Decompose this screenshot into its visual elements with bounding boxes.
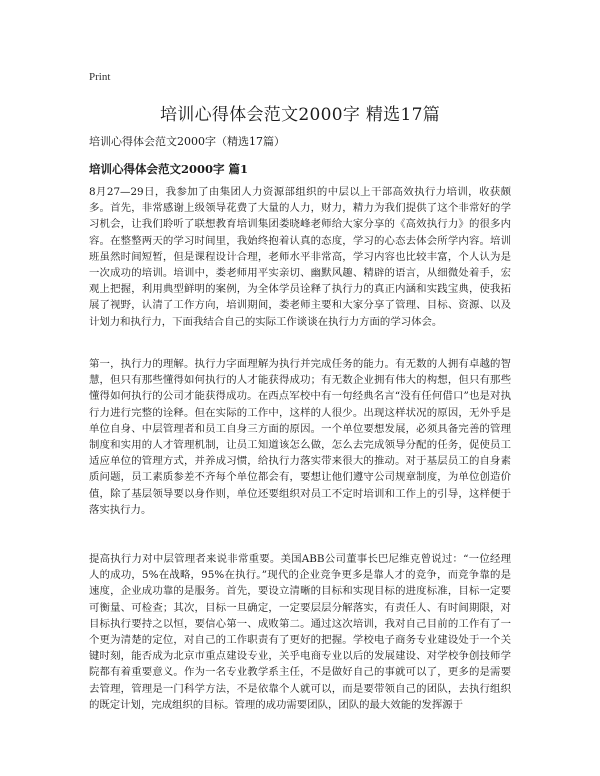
paragraph-1: 8月27—29日，我参加了由集团人力资源部组织的中层以上干部高效执行力培训，收获颇多。首先，非常感谢上级领导花费了大量的人力，财力，精力为我们提供了这个非常好的学习机会，让我们聆听了联想教育培训集团娄晓峰老师给大家分享的《高效执行力》的很多内容。在整整两天的学习时间里，我始终抱着认真的态度，学习的心态去体会所学内容。培训班虽然时间短暂，但是课程设计合理，老师水平非常高，学习内容也比较丰富，个人认为是一次成功的培训。培训中，娄老师用平实亲切、幽默风趣、精辟的语言，从细微处着手，宏观上把握，利用典型鲜明的案例，为全体学员诠释了执行力的真正内涵和实践宝典，使我拓展了视野，认清了工作方向，培训期间，娄老师主要和大家分享了管理、目标、资源、以及计划力和执行力，下面我结合自己的实际工作谈谈在执行力方面的学习体会。 — [89, 186, 511, 328]
document-title: 培训心得体会范文2000字 精选17篇 — [160, 105, 440, 125]
paragraph-3: 提高执行力对中层管理者来说非常重要。美国ABB公司董事长巴尼维克曾说过：“一位经理人的成功，5%在战略，95%在执行。”现代的企业竞争更多是靠人才的竞争，而竞争靠的是速度，企业成功靠的是服务。首先，要设立清晰的目标和实现目标的进度标准，目标一定要可衡量、可检查；其次，目标一旦确定，一定要层层分解落实，有责任人、有时间期限，对目标执行要持之以恒，要信心第一、成败第二。通过这次培训，我对自己目前的工作有了一个更为清楚的定位，对自己的工作职责有了更好的把握。学校电子商务专业建设处于一个关键时刻，能否成为北京市重点建设专业，关乎电商专业以后的发展建设、对学校争创技师学院都有着重要意义。作为一名专业教学系主任，不是做好自己的事就可以了，更多的是需要去管理，管理是一门科学方法，不是依靠个人就可以，而是要带领自己的团队，去执行组织的既定计划，完成组织的目标。管理的成功需要团队，团队的最大效能的发挥源于 — [89, 553, 511, 711]
document-subtitle: 培训心得体会范文2000字（精选17篇） — [89, 135, 285, 148]
section-heading: 培训心得体会范文2000字 篇1 — [89, 162, 249, 176]
paragraph-2: 第一，执行力的理解。执行力字面理解为执行并完成任务的能力。有无数的人拥有卓越的智慧，但只有那些懂得如何执行的人才能获得成功；有无数企业拥有伟大的构想，但只有那些懂得如何执行的公司才能获得成功。在西点军校中有一句经典名言“没有任何借口”也是对执行力进行完整的诠释。但在实际的工作中，这样的人很少。出现这样状况的原因，无外乎是单位自身、中层管理者和员工自身三方面的原因。一个单位要想发展，必须具备完善的管理制度和实用的人才管理机制，让员工知道该怎么做，怎么去完成领导分配的任务，促使员工适应单位的管理方式，并养成习惯，给执行力落实带来很大的推动。对于基层员工的自身素质问题，员工素质参差不齐每个单位都会有，要想让他们遵守公司规章制度，为单位创造价值，除了基层领导要以身作则，单位还要组织对员工不定时培训和工作上的引导，这样便于落实执行力。 — [89, 358, 511, 516]
print-label: Print — [89, 71, 111, 83]
